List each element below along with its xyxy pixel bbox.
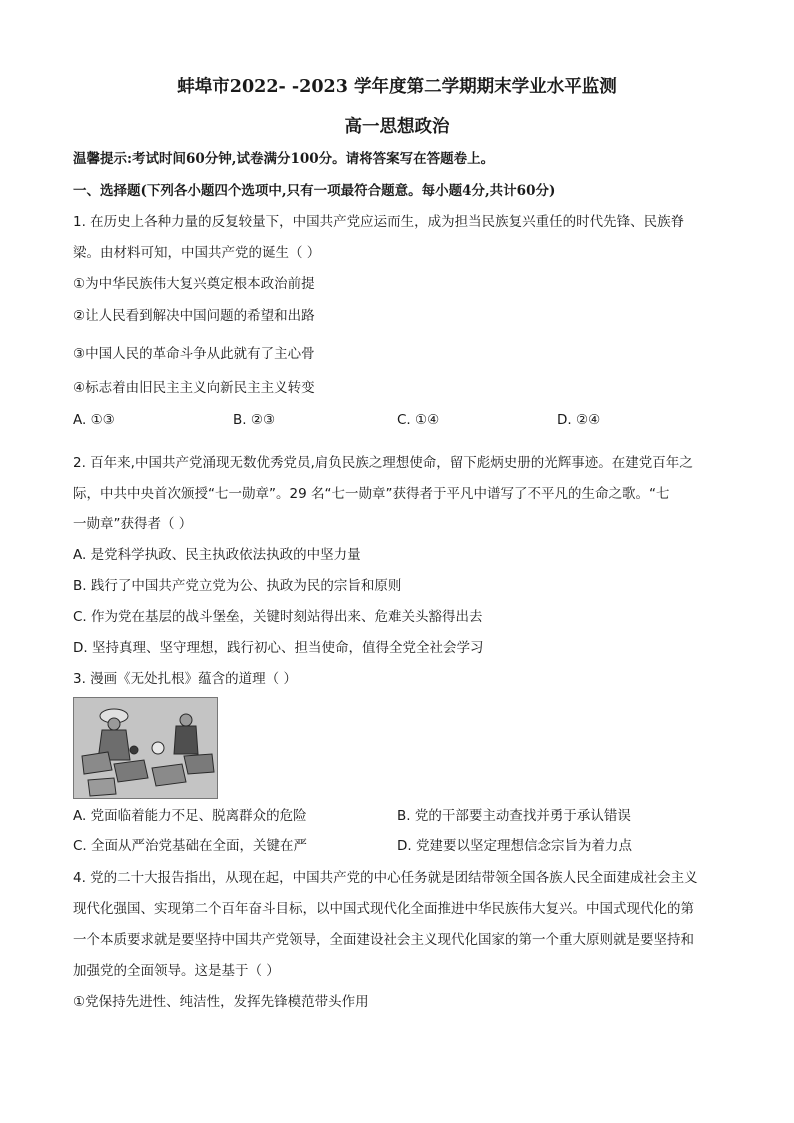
q4-statement-1: ①党保持先进性、纯洁性，发挥先锋模范带头作用 — [73, 994, 369, 1010]
q4-stem-line-3: 一个本质要求就是要坚持中国共产党领导，全面建设社会主义现代化国家的第一个重大原则就是要坚持和 — [73, 932, 694, 948]
q4-stem-line-1: 4. 党的二十大报告指出，从现在起，中国共产党的中心任务就是团结带领全国各族人民全面建成社会主义 — [73, 870, 698, 886]
q1-option-b: B. ②③ — [233, 412, 276, 428]
exam-title: 蚌埠市2022- -2023 学年度第二学期期末学业水平监测 — [177, 77, 617, 97]
q1-stem-line-2: 梁。由材料可知，中国共产党的诞生（ ） — [73, 245, 321, 261]
q4-stem-line-4: 加强党的全面领导。这是基于（ ） — [73, 963, 280, 979]
q1-statement-1: ①为中华民族伟大复兴奠定根本政治前提 — [73, 276, 315, 292]
q3-option-b: B. 党的干部要主动查找并勇于承认错误 — [397, 808, 631, 824]
q3-stem: 3. 漫画《无处扎根》蕴含的道理（ ） — [73, 671, 297, 687]
q3-option-a: A. 党面临着能力不足、脱离群众的危险 — [73, 808, 307, 824]
q4-stem-line-2: 现代化强国、实现第二个百年奋斗目标，以中国式现代化全面推进中华民族伟大复兴。中国式现代化的第 — [73, 901, 694, 917]
q3-option-c: C. 全面从严治党基础在全面，关键在严 — [73, 838, 308, 854]
cartoon-image — [73, 697, 218, 799]
cartoon-illustration — [74, 698, 217, 798]
q2-option-c: C. 作为党在基层的战斗堡垒，关键时刻站得出来、危难关头豁得出去 — [73, 609, 483, 625]
q2-option-a: A. 是党科学执政、民主执政依法执政的中坚力量 — [73, 547, 361, 563]
q1-statement-4: ④标志着由旧民主主义向新民主主义转变 — [73, 380, 315, 396]
q2-stem-line-3: 一勋章”获得者（ ） — [73, 516, 193, 532]
exam-subtitle: 高一思想政治 — [344, 117, 450, 137]
exam-notice: 温馨提示:考试时间60分钟,试卷满分100分。请将答案写在答题卷上。 — [73, 151, 495, 167]
q1-stem-line-1: 1. 在历史上各种力量的反复较量下，中国共产党应运而生，成为担当民族复兴重任的时代先锋、民族脊 — [73, 214, 685, 230]
q3-option-d: D. 党建要以坚定理想信念宗旨为着力点 — [397, 838, 632, 854]
section-heading: 一、选择题(下列各小题四个选项中,只有一项最符合题意。每小题4分,共计60分) — [73, 183, 556, 199]
q2-option-d: D. 坚持真理、坚守理想，践行初心、担当使命，值得全党全社会学习 — [73, 640, 484, 656]
q2-stem-line-2: 际，中共中央首次颁授“七一勋章”。29 名“七一勋章”获得者于平凡中谱写了不平凡的生命之歌。“七 — [73, 486, 670, 502]
q1-statement-2: ②让人民看到解决中国问题的希望和出路 — [73, 308, 315, 324]
q2-stem-line-1: 2. 百年来,中国共产党涌现无数优秀党员,肩负民族之理想使命，留下彪炳史册的光辉事迹。在建党百年之 — [73, 455, 693, 471]
q1-option-c: C. ①④ — [397, 412, 440, 428]
q2-option-b: B. 践行了中国共产党立党为公、执政为民的宗旨和原则 — [73, 578, 402, 594]
q1-statement-3: ③中国人民的革命斗争从此就有了主心骨 — [73, 346, 315, 362]
q1-option-d: D. ②④ — [557, 412, 601, 428]
q1-option-a: A. ①③ — [73, 412, 115, 428]
